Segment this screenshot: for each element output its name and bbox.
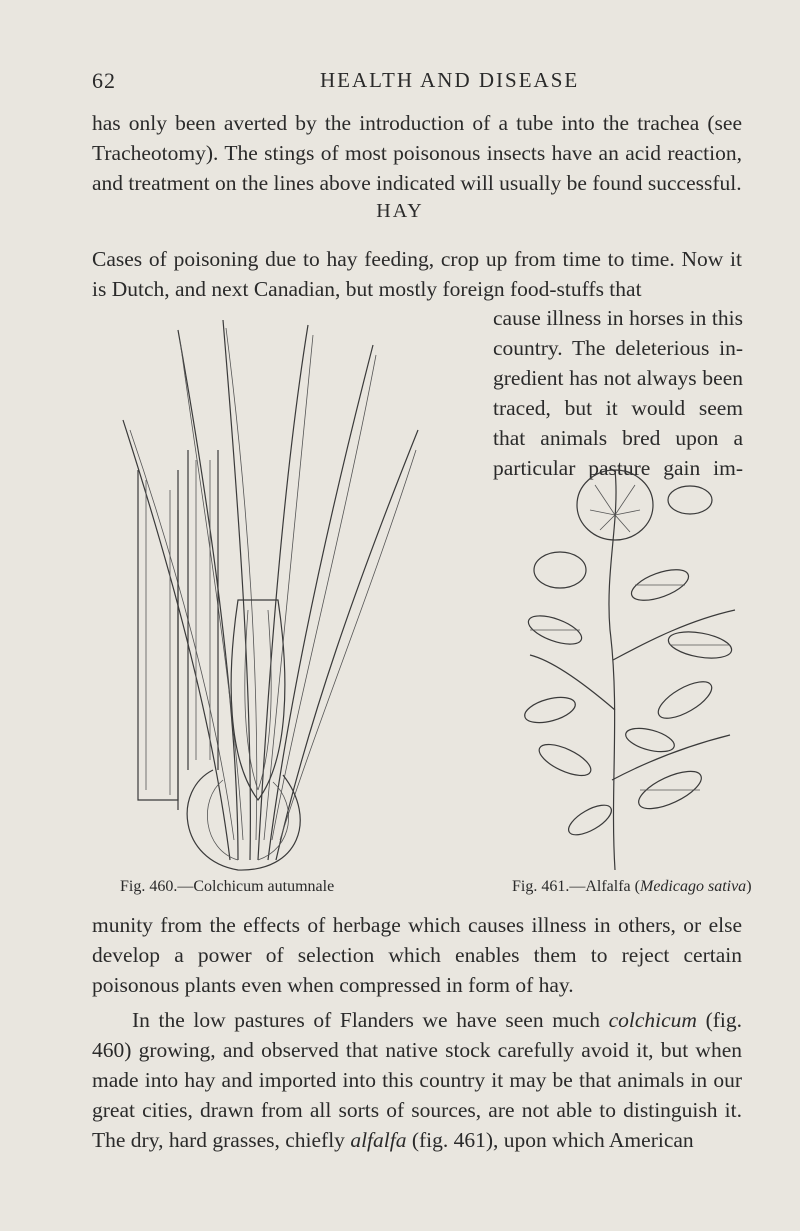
paragraph-hay: Cases of poisoning due to hay feeding, crop up from time to time. Now it is Dutch, and next Canadian, but mostly foreign food-stuffs that: [92, 247, 742, 301]
colchicum-illustration: [118, 300, 443, 875]
section-heading: HAY: [376, 200, 424, 222]
running-title: HEALTH AND DISEASE: [320, 68, 580, 92]
page-number: 62: [92, 68, 116, 93]
paragraph-flanders: In the low pastures of Flanders we have seen much colchicum (fig. 460) growing, and observed that native stock carefully avoid it, but when made into hay and imported into this country it may be that animals in our great cities, drawn from all sorts of sources, are not able to distinguish it. The dry, hard grasses, chiefly alfalfa (fig. 461), upon which American: [92, 1008, 742, 1152]
paragraph-hay-wrap: cause illness in horses in this country. The deleterious in-gredient has not always been traced, but it would seem that animals bred upon a particular pasture gain im-: [493, 306, 743, 480]
paragraph-immunity: munity from the effects of herbage which causes illness in others, or else develop a power of selection which enables them to reject certain poisonous plants even when compressed in form of hay.: [92, 913, 742, 997]
running-head: [92, 68, 742, 98]
paragraph-intro: has only been averted by the introduction of a tube into the trachea (see Tracheotomy). The stings of most poisonous insects have an acid reaction, and treatment on the lines above indicated will usually be found successful.: [92, 111, 742, 195]
alfalfa-illustration: [520, 460, 745, 875]
figure-461-caption: Fig. 461.—Alfalfa (Medicago sativa): [512, 878, 752, 895]
figure-460-caption: Fig. 460.—Colchicum autumnale: [120, 878, 335, 895]
